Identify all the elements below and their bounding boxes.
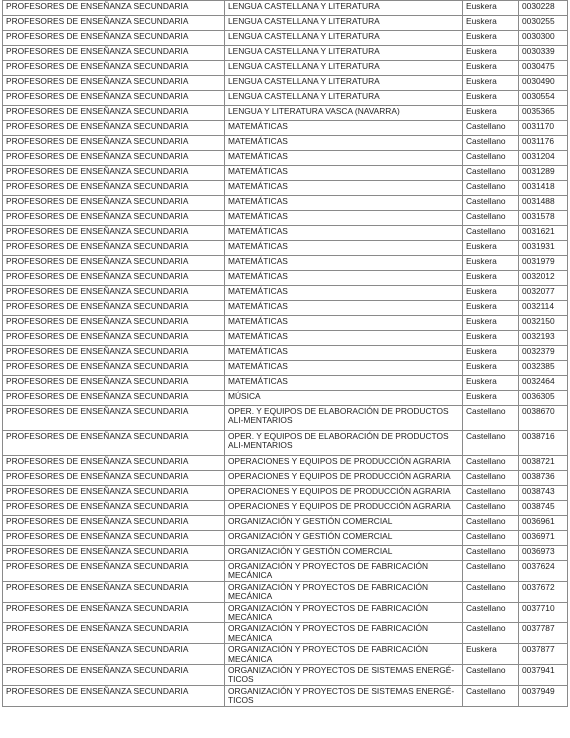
table-row <box>3 46 568 61</box>
code-cell: 0038670 <box>519 406 568 431</box>
specialty-cell: OPER. Y EQUIPOS DE ELABORACIÓN DE PRODUCTOS ALI-MENTARIOS <box>225 431 463 456</box>
language-cell: Euskera <box>463 106 519 121</box>
code-cell: 0038736 <box>519 471 568 486</box>
language-cell: Castellano <box>463 581 519 602</box>
language-cell: Castellano <box>463 196 519 211</box>
specialty-cell: LENGUA CASTELLANA Y LITERATURA <box>225 1 463 16</box>
language-cell: Euskera <box>463 301 519 316</box>
language-cell: Castellano <box>463 136 519 151</box>
specialty-cell: LENGUA CASTELLANA Y LITERATURA <box>225 16 463 31</box>
table-row <box>3 644 568 665</box>
code-cell: 0031488 <box>519 196 568 211</box>
table-row <box>3 581 568 602</box>
specialty-cell: OPERACIONES Y EQUIPOS DE PRODUCCIÓN AGRARIA <box>225 486 463 501</box>
code-cell: 0031979 <box>519 256 568 271</box>
specialty-cell: MATEMÁTICAS <box>225 286 463 301</box>
body-cell: PROFESORES DE ENSEÑANZA SECUNDARIA <box>3 431 225 456</box>
body-cell: PROFESORES DE ENSEÑANZA SECUNDARIA <box>3 561 225 582</box>
code-cell: 0031621 <box>519 226 568 241</box>
language-cell: Euskera <box>463 91 519 106</box>
body-cell: PROFESORES DE ENSEÑANZA SECUNDARIA <box>3 31 225 46</box>
table-row <box>3 166 568 181</box>
table-row <box>3 665 568 686</box>
body-cell: PROFESORES DE ENSEÑANZA SECUNDARIA <box>3 623 225 644</box>
specialty-cell: LENGUA CASTELLANA Y LITERATURA <box>225 31 463 46</box>
code-cell: 0030554 <box>519 91 568 106</box>
code-cell: 0032114 <box>519 301 568 316</box>
language-cell: Euskera <box>463 376 519 391</box>
table-row <box>3 406 568 431</box>
language-cell: Castellano <box>463 121 519 136</box>
body-cell: PROFESORES DE ENSEÑANZA SECUNDARIA <box>3 166 225 181</box>
specialty-cell: ORGANIZACIÓN Y GESTIÓN COMERCIAL <box>225 531 463 546</box>
body-cell: PROFESORES DE ENSEÑANZA SECUNDARIA <box>3 1 225 16</box>
body-cell: PROFESORES DE ENSEÑANZA SECUNDARIA <box>3 106 225 121</box>
table-row <box>3 271 568 286</box>
body-cell: PROFESORES DE ENSEÑANZA SECUNDARIA <box>3 16 225 31</box>
specialty-cell: MATEMÁTICAS <box>225 271 463 286</box>
language-cell: Euskera <box>463 76 519 91</box>
body-cell: PROFESORES DE ENSEÑANZA SECUNDARIA <box>3 346 225 361</box>
language-cell: Castellano <box>463 623 519 644</box>
code-cell: 0031170 <box>519 121 568 136</box>
specialty-cell: ORGANIZACIÓN Y PROYECTOS DE FABRICACIÓN MECÁNICA <box>225 623 463 644</box>
language-cell: Castellano <box>463 456 519 471</box>
specialty-cell: MATEMÁTICAS <box>225 181 463 196</box>
body-cell: PROFESORES DE ENSEÑANZA SECUNDARIA <box>3 406 225 431</box>
language-cell: Castellano <box>463 486 519 501</box>
table-row <box>3 376 568 391</box>
specialty-cell: ORGANIZACIÓN Y PROYECTOS DE SISTEMAS ENERGÉ-TICOS <box>225 685 463 706</box>
table-row <box>3 501 568 516</box>
code-cell: 0030255 <box>519 16 568 31</box>
code-cell: 0037949 <box>519 685 568 706</box>
code-cell: 0038745 <box>519 501 568 516</box>
table-row <box>3 61 568 76</box>
table-row <box>3 226 568 241</box>
body-cell: PROFESORES DE ENSEÑANZA SECUNDARIA <box>3 501 225 516</box>
body-cell: PROFESORES DE ENSEÑANZA SECUNDARIA <box>3 91 225 106</box>
language-cell: Castellano <box>463 431 519 456</box>
language-cell: Euskera <box>463 31 519 46</box>
table-row <box>3 391 568 406</box>
body-cell: PROFESORES DE ENSEÑANZA SECUNDARIA <box>3 685 225 706</box>
table-row <box>3 1 568 16</box>
language-cell: Castellano <box>463 602 519 623</box>
table-row <box>3 456 568 471</box>
language-cell: Castellano <box>463 226 519 241</box>
language-cell: Euskera <box>463 346 519 361</box>
specialty-cell: MATEMÁTICAS <box>225 136 463 151</box>
table-row <box>3 602 568 623</box>
body-cell: PROFESORES DE ENSEÑANZA SECUNDARIA <box>3 516 225 531</box>
table-row <box>3 431 568 456</box>
code-cell: 0031176 <box>519 136 568 151</box>
specialty-cell: MATEMÁTICAS <box>225 166 463 181</box>
language-cell: Castellano <box>463 166 519 181</box>
table-row <box>3 211 568 226</box>
specialty-cell: ORGANIZACIÓN Y GESTIÓN COMERCIAL <box>225 516 463 531</box>
specialty-cell: MATEMÁTICAS <box>225 331 463 346</box>
table-row <box>3 91 568 106</box>
language-cell: Castellano <box>463 151 519 166</box>
code-cell: 0038743 <box>519 486 568 501</box>
body-cell: PROFESORES DE ENSEÑANZA SECUNDARIA <box>3 226 225 241</box>
table-row <box>3 301 568 316</box>
table-row <box>3 486 568 501</box>
body-cell: PROFESORES DE ENSEÑANZA SECUNDARIA <box>3 316 225 331</box>
table-row <box>3 471 568 486</box>
table-body <box>3 1 568 707</box>
language-cell: Euskera <box>463 271 519 286</box>
code-cell: 0030475 <box>519 61 568 76</box>
table-row <box>3 196 568 211</box>
specialty-cell: LENGUA CASTELLANA Y LITERATURA <box>225 76 463 91</box>
specialty-cell: MATEMÁTICAS <box>225 376 463 391</box>
body-cell: PROFESORES DE ENSEÑANZA SECUNDARIA <box>3 136 225 151</box>
code-cell: 0031204 <box>519 151 568 166</box>
specialty-cell: ORGANIZACIÓN Y PROYECTOS DE FABRICACIÓN MECÁNICA <box>225 602 463 623</box>
table-row <box>3 685 568 706</box>
table-row <box>3 561 568 582</box>
body-cell: PROFESORES DE ENSEÑANZA SECUNDARIA <box>3 456 225 471</box>
table-row <box>3 136 568 151</box>
code-cell: 0032012 <box>519 271 568 286</box>
code-cell: 0030490 <box>519 76 568 91</box>
body-cell: PROFESORES DE ENSEÑANZA SECUNDARIA <box>3 471 225 486</box>
table-row <box>3 623 568 644</box>
code-cell: 0037941 <box>519 665 568 686</box>
table-row <box>3 31 568 46</box>
language-cell: Castellano <box>463 181 519 196</box>
code-cell: 0032193 <box>519 331 568 346</box>
table-row <box>3 106 568 121</box>
language-cell: Castellano <box>463 516 519 531</box>
specialty-cell: LENGUA Y LITERATURA VASCA (NAVARRA) <box>225 106 463 121</box>
language-cell: Castellano <box>463 211 519 226</box>
body-cell: PROFESORES DE ENSEÑANZA SECUNDARIA <box>3 76 225 91</box>
language-cell: Castellano <box>463 665 519 686</box>
specialty-cell: OPERACIONES Y EQUIPOS DE PRODUCCIÓN AGRARIA <box>225 471 463 486</box>
language-cell: Castellano <box>463 561 519 582</box>
specialty-cell: MATEMÁTICAS <box>225 226 463 241</box>
table-row <box>3 76 568 91</box>
code-cell: 0031578 <box>519 211 568 226</box>
body-cell: PROFESORES DE ENSEÑANZA SECUNDARIA <box>3 61 225 76</box>
body-cell: PROFESORES DE ENSEÑANZA SECUNDARIA <box>3 46 225 61</box>
specialty-cell: ORGANIZACIÓN Y PROYECTOS DE SISTEMAS ENERGÉ-TICOS <box>225 665 463 686</box>
body-cell: PROFESORES DE ENSEÑANZA SECUNDARIA <box>3 271 225 286</box>
specialty-cell: MATEMÁTICAS <box>225 301 463 316</box>
body-cell: PROFESORES DE ENSEÑANZA SECUNDARIA <box>3 376 225 391</box>
code-cell: 0032464 <box>519 376 568 391</box>
table-row <box>3 546 568 561</box>
code-cell: 0032385 <box>519 361 568 376</box>
body-cell: PROFESORES DE ENSEÑANZA SECUNDARIA <box>3 241 225 256</box>
table-row <box>3 121 568 136</box>
language-cell: Euskera <box>463 644 519 665</box>
body-cell: PROFESORES DE ENSEÑANZA SECUNDARIA <box>3 602 225 623</box>
specialty-cell: ORGANIZACIÓN Y PROYECTOS DE FABRICACIÓN MECÁNICA <box>225 581 463 602</box>
body-cell: PROFESORES DE ENSEÑANZA SECUNDARIA <box>3 211 225 226</box>
language-cell: Euskera <box>463 361 519 376</box>
specialty-cell: ORGANIZACIÓN Y PROYECTOS DE FABRICACIÓN MECÁNICA <box>225 644 463 665</box>
specialty-cell: MATEMÁTICAS <box>225 346 463 361</box>
specialty-cell: MATEMÁTICAS <box>225 316 463 331</box>
table-row <box>3 286 568 301</box>
body-cell: PROFESORES DE ENSEÑANZA SECUNDARIA <box>3 391 225 406</box>
language-cell: Euskera <box>463 391 519 406</box>
language-cell: Euskera <box>463 286 519 301</box>
code-cell: 0036973 <box>519 546 568 561</box>
body-cell: PROFESORES DE ENSEÑANZA SECUNDARIA <box>3 121 225 136</box>
language-cell: Euskera <box>463 46 519 61</box>
language-cell: Euskera <box>463 256 519 271</box>
code-cell: 0037624 <box>519 561 568 582</box>
language-cell: Euskera <box>463 1 519 16</box>
body-cell: PROFESORES DE ENSEÑANZA SECUNDARIA <box>3 286 225 301</box>
language-cell: Castellano <box>463 406 519 431</box>
language-cell: Castellano <box>463 501 519 516</box>
table-row <box>3 151 568 166</box>
specialty-cell: MATEMÁTICAS <box>225 121 463 136</box>
table-row <box>3 331 568 346</box>
language-cell: Euskera <box>463 316 519 331</box>
body-cell: PROFESORES DE ENSEÑANZA SECUNDARIA <box>3 181 225 196</box>
code-cell: 0037672 <box>519 581 568 602</box>
specialty-cell: LENGUA CASTELLANA Y LITERATURA <box>225 46 463 61</box>
code-cell: 0030228 <box>519 1 568 16</box>
language-cell: Castellano <box>463 546 519 561</box>
code-cell: 0037710 <box>519 602 568 623</box>
table-row <box>3 256 568 271</box>
table-row <box>3 16 568 31</box>
specialty-cell: ORGANIZACIÓN Y GESTIÓN COMERCIAL <box>225 546 463 561</box>
body-cell: PROFESORES DE ENSEÑANZA SECUNDARIA <box>3 531 225 546</box>
body-cell: PROFESORES DE ENSEÑANZA SECUNDARIA <box>3 151 225 166</box>
code-cell: 0036305 <box>519 391 568 406</box>
assignments-table <box>2 0 568 707</box>
table-row <box>3 361 568 376</box>
table-row <box>3 316 568 331</box>
code-cell: 0037787 <box>519 623 568 644</box>
specialty-cell: MATEMÁTICAS <box>225 241 463 256</box>
code-cell: 0038716 <box>519 431 568 456</box>
code-cell: 0031931 <box>519 241 568 256</box>
specialty-cell: ORGANIZACIÓN Y PROYECTOS DE FABRICACIÓN MECÁNICA <box>225 561 463 582</box>
specialty-cell: OPERACIONES Y EQUIPOS DE PRODUCCIÓN AGRARIA <box>225 456 463 471</box>
table-row <box>3 516 568 531</box>
specialty-cell: MATEMÁTICAS <box>225 211 463 226</box>
body-cell: PROFESORES DE ENSEÑANZA SECUNDARIA <box>3 546 225 561</box>
code-cell: 0031418 <box>519 181 568 196</box>
specialty-cell: MÚSICA <box>225 391 463 406</box>
body-cell: PROFESORES DE ENSEÑANZA SECUNDARIA <box>3 301 225 316</box>
table-row <box>3 346 568 361</box>
language-cell: Castellano <box>463 531 519 546</box>
specialty-cell: OPERACIONES Y EQUIPOS DE PRODUCCIÓN AGRARIA <box>225 501 463 516</box>
code-cell: 0037877 <box>519 644 568 665</box>
body-cell: PROFESORES DE ENSEÑANZA SECUNDARIA <box>3 331 225 346</box>
specialty-cell: MATEMÁTICAS <box>225 361 463 376</box>
code-cell: 0032379 <box>519 346 568 361</box>
body-cell: PROFESORES DE ENSEÑANZA SECUNDARIA <box>3 581 225 602</box>
code-cell: 0036971 <box>519 531 568 546</box>
specialty-cell: OPER. Y EQUIPOS DE ELABORACIÓN DE PRODUCTOS ALI-MENTARIOS <box>225 406 463 431</box>
code-cell: 0030300 <box>519 31 568 46</box>
language-cell: Castellano <box>463 685 519 706</box>
language-cell: Castellano <box>463 471 519 486</box>
code-cell: 0032077 <box>519 286 568 301</box>
body-cell: PROFESORES DE ENSEÑANZA SECUNDARIA <box>3 665 225 686</box>
language-cell: Euskera <box>463 241 519 256</box>
table-row <box>3 241 568 256</box>
language-cell: Euskera <box>463 16 519 31</box>
code-cell: 0036961 <box>519 516 568 531</box>
specialty-cell: LENGUA CASTELLANA Y LITERATURA <box>225 61 463 76</box>
specialty-cell: MATEMÁTICAS <box>225 196 463 211</box>
body-cell: PROFESORES DE ENSEÑANZA SECUNDARIA <box>3 644 225 665</box>
code-cell: 0035365 <box>519 106 568 121</box>
body-cell: PROFESORES DE ENSEÑANZA SECUNDARIA <box>3 361 225 376</box>
body-cell: PROFESORES DE ENSEÑANZA SECUNDARIA <box>3 256 225 271</box>
code-cell: 0032150 <box>519 316 568 331</box>
code-cell: 0030339 <box>519 46 568 61</box>
table-row <box>3 531 568 546</box>
language-cell: Euskera <box>463 61 519 76</box>
specialty-cell: MATEMÁTICAS <box>225 256 463 271</box>
body-cell: PROFESORES DE ENSEÑANZA SECUNDARIA <box>3 486 225 501</box>
specialty-cell: LENGUA CASTELLANA Y LITERATURA <box>225 91 463 106</box>
body-cell: PROFESORES DE ENSEÑANZA SECUNDARIA <box>3 196 225 211</box>
code-cell: 0038721 <box>519 456 568 471</box>
specialty-cell: MATEMÁTICAS <box>225 151 463 166</box>
table-row <box>3 181 568 196</box>
code-cell: 0031289 <box>519 166 568 181</box>
language-cell: Euskera <box>463 331 519 346</box>
